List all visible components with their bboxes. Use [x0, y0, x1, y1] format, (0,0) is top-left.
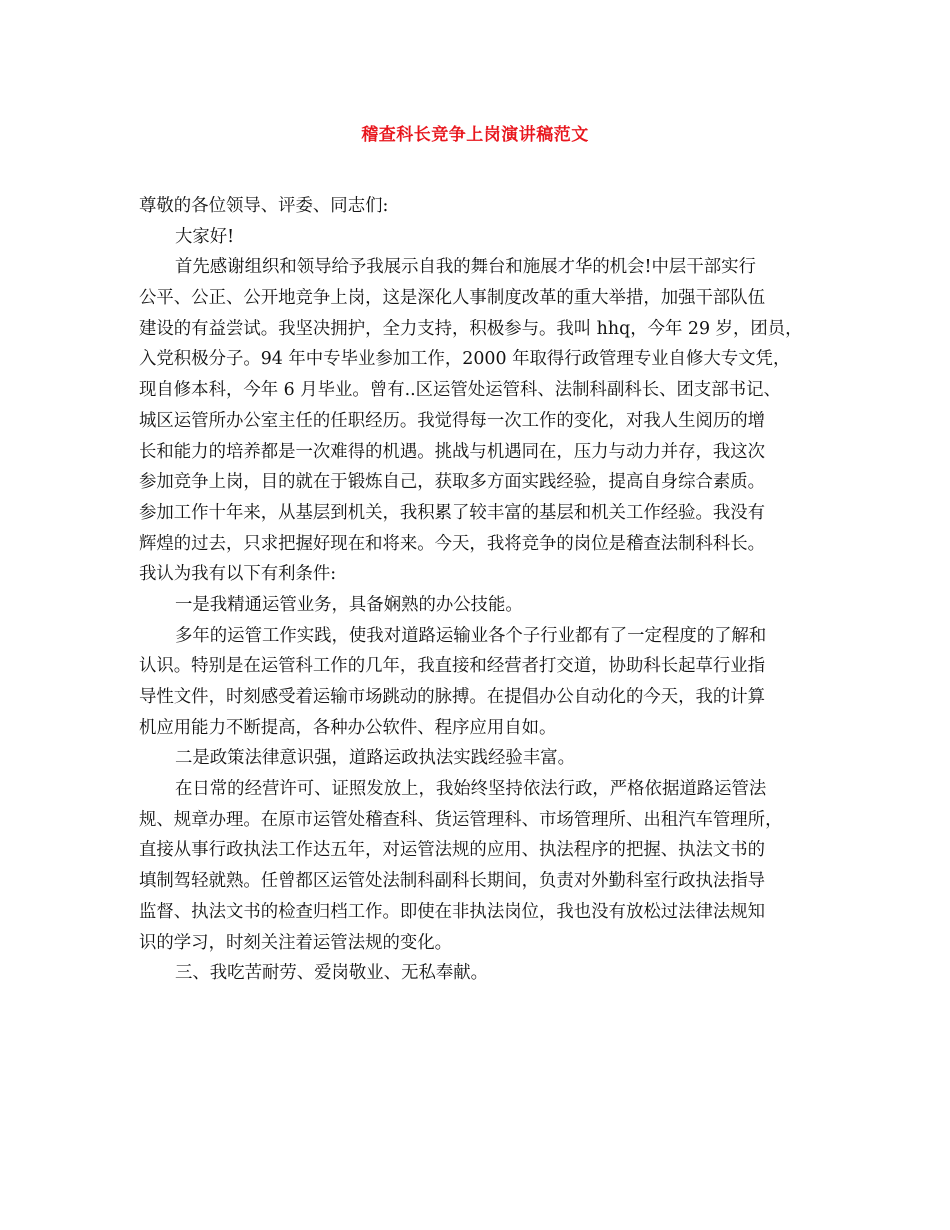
text-line: 城区运管所办公室主任的任职经历。我觉得每一次工作的变化，对我人生阅历的增: [139, 410, 766, 431]
text-line: 我认为我有以下有利条件:: [139, 564, 337, 585]
text-line: 二是政策法律意识强，道路运政执法实践经验丰富。: [175, 748, 575, 769]
text-line: 在日常的经营许可、证照发放上，我始终坚持依法行政，严格依据道路运管法: [175, 779, 767, 800]
text-line: 建设的有益尝试。我坚决拥护，全力支持，积极参与。我叫 hhq，今年 29 岁，团员，: [139, 318, 803, 339]
text-line: 辉煌的过去，只求把握好现在和将来。今天，我将竞争的岗位是稽查法制科科长。: [139, 533, 766, 554]
text-line: 首先感谢组织和领导给予我展示自我的舞台和施展才华的机会!中层干部实行: [175, 257, 756, 278]
text-line: 识的学习，时刻关注着运管法规的变化。: [139, 932, 453, 953]
text-line: 填制驾轻就熟。任曾都区运管处法制科副科长期间，负责对外勤科室行政执法指导: [139, 871, 766, 892]
text-line: 大家好!: [175, 226, 235, 247]
text-line: 多年的运管工作实践，使我对道路运输业各个子行业都有了一定程度的了解和: [175, 625, 767, 646]
text-line: 直接从事行政执法工作达五年，对运管法规的应用、执法程序的把握、执法文书的: [139, 840, 766, 861]
text-line: 监督、执法文书的检查归档工作。即使在非执法岗位，我也没有放松过法律法规知: [139, 901, 766, 922]
page-title: 稽查科长竞争上岗演讲稿范文: [361, 125, 589, 145]
text-line: 机应用能力不断提高，各种办公软件、程序应用自如。: [139, 717, 557, 738]
text-line: 尊敬的各位领导、评委、同志们:: [139, 196, 389, 216]
text-line: 三、我吃苦耐劳、爱岗敬业、无私奉献。: [175, 963, 489, 984]
text-line: 公平、公正、公开地竞争上岗，这是深化人事制度改革的重大举措，加强干部队伍: [139, 288, 766, 309]
text-line: 导性文件，时刻感受着运输市场跳动的脉搏。在提倡办公自动化的今天，我的计算: [139, 687, 766, 707]
text-line: 规、规章办理。在原市运管处稽查科、货运管理科、市场管理所、出租汽车管理所，: [139, 809, 783, 830]
text-line: 入党积极分子。94 年中专毕业参加工作，2000 年取得行政管理专业自修大专文凭，: [139, 349, 791, 370]
text-line: 参加竞争上岗，目的就在于锻炼自己，获取多方面实践经验，提高自身综合素质。: [139, 472, 766, 493]
text-line: 参加工作十年来，从基层到机关，我积累了较丰富的基层和机关工作经验。我没有: [139, 502, 766, 523]
text-line: 认识。特别是在运管科工作的几年，我直接和经营者打交道，协助科长起草行业指: [139, 656, 766, 677]
document-body: [139, 191, 819, 989]
text-line: 长和能力的培养都是一次难得的机遇。挑战与机遇同在，压力与动力并存，我这次: [139, 441, 766, 462]
text-line: 现自修本科，今年 6 月毕业。曾有..区运管处运管科、法制科副科长、团支部书记、: [139, 380, 781, 401]
text-line: 一是我精通运管业务，具备娴熟的办公技能。: [175, 594, 523, 615]
